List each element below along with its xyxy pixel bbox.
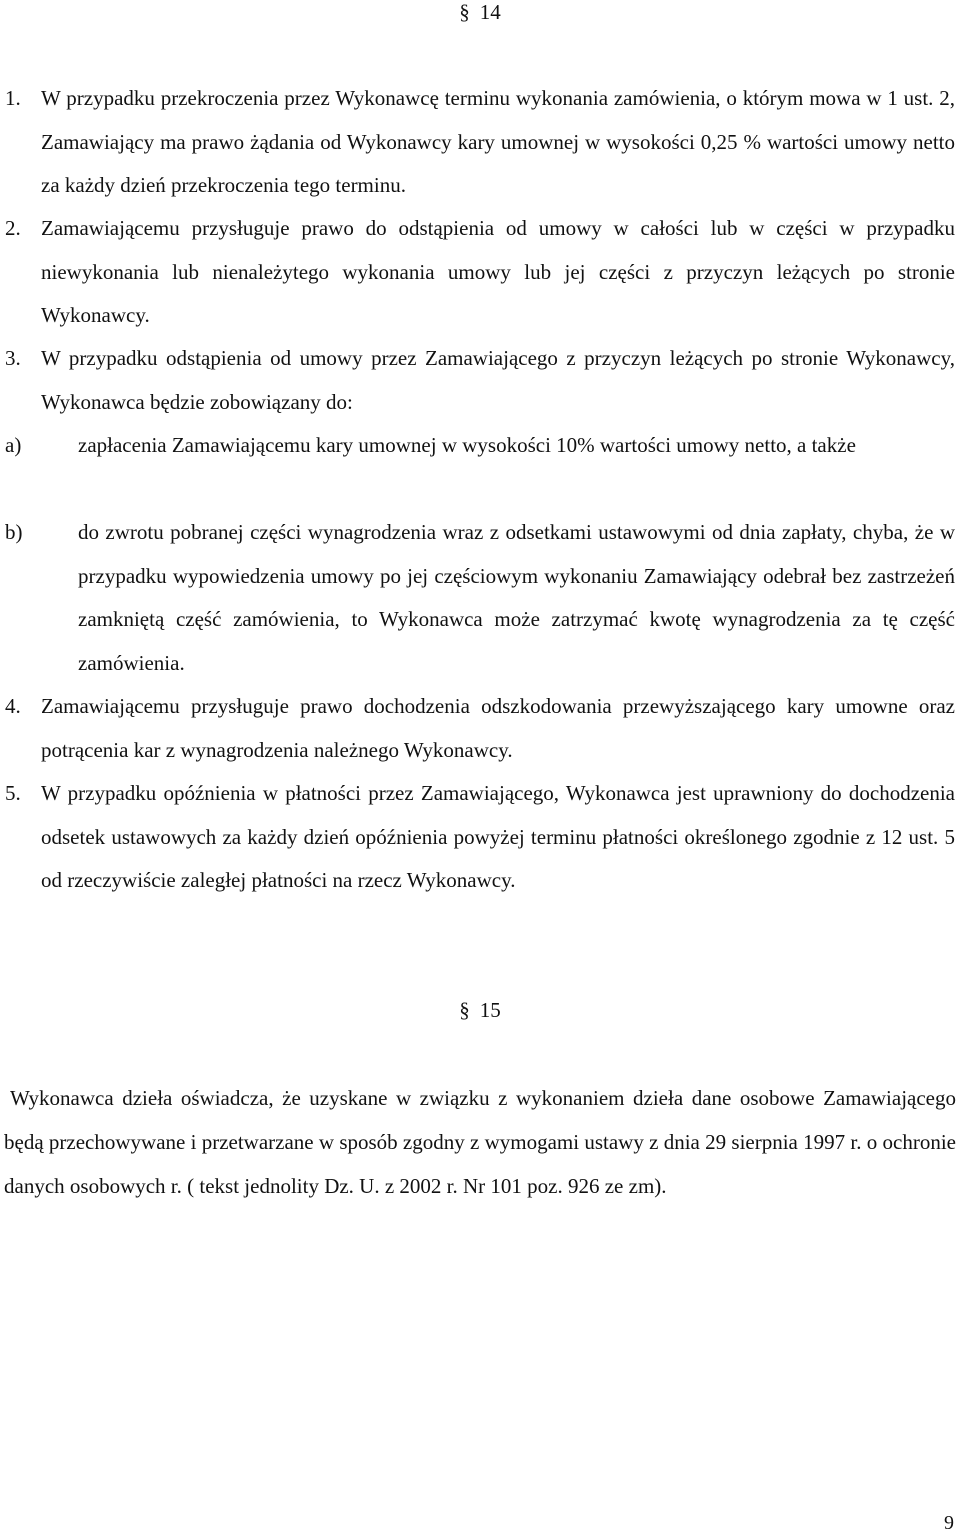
- section-15-paragraph: Wykonawca dzieła oświadcza, że uzyskane w związku z wykonaniem dzieła dane osobowe Zamawiającego będą przechowywane i przetwarzane w sposób zgodny z wymogami ustawy z dnia 29 sierpnia 1997 r. o ochronie danych osobowych r. ( tekst jednolity Dz. U. z 2002 r. Nr 101 poz. 926 ze zm).: [4, 1086, 956, 1198]
- section-number: 15: [479, 998, 501, 1022]
- list-item-number: 5.: [5, 781, 21, 805]
- sub-item-text: do zwrotu pobranej części wynagrodzenia wraz z odsetkami ustawowymi od dnia zapłaty, chyba, że w przypadku wypowiedzenia umowy po jej częściowym wykonaniu Zamawiający odebrał bez zastrzeżeń zamkniętą część zamówienia, to Wykonawca może zatrzymać kwotę wynagrodzenia za tę część zamówienia.: [78, 520, 955, 675]
- sub-item-text: zapłacenia Zamawiającemu kary umownej w wysokości 10% wartości umowy netto, a także: [78, 433, 856, 457]
- list-item-number: 2.: [5, 216, 21, 240]
- sub-item-letter: a): [5, 433, 22, 457]
- list-item-text: W przypadku przekroczenia przez Wykonawcę terminu wykonania zamówienia, o którym mowa w 1 ust. 2, Zamawiający ma prawo żądania od Wykonawcy kary umownej w wysokości 0,25 % wartości umowy netto za każdy dzień przekroczenia tego terminu.: [41, 86, 955, 197]
- list-item-number: 4.: [5, 694, 21, 718]
- list-item-text: W przypadku opóźnienia w płatności przez Zamawiającego, Wykonawca jest uprawniony do dochodzenia odsetek ustawowych za każdy dzień opóźnienia powyżej terminu płatności określonego zgodnie z 12 ust. 5 od rzeczywiście zaległej płatności na rzecz Wykonawcy.: [41, 781, 955, 892]
- list-item-number: 1.: [5, 86, 21, 110]
- section-14-heading: [0, 0, 960, 24]
- list-item-text: Zamawiającemu przysługuje prawo dochodzenia odszkodowania przewyższającego kary umowne oraz potrącenia kar z wynagrodzenia należnego Wykonawcy.: [41, 694, 955, 762]
- list-item-text: Zamawiającemu przysługuje prawo do odstąpienia od umowy w całości lub w części w przypadku niewykonania lub nienależytego wykonania umowy lub jej części z przyczyn leżących po stronie Wykonawcy.: [41, 216, 955, 327]
- section-number: 14: [479, 0, 501, 24]
- section-symbol: §: [459, 0, 470, 24]
- page-number: 9: [944, 1512, 954, 1534]
- list-item-text: W przypadku odstąpienia od umowy przez Zamawiającego z przyczyn leżących po stronie Wykonawcy, Wykonawca będzie zobowiązany do:: [41, 346, 955, 414]
- section-symbol: §: [459, 998, 470, 1022]
- section-15-heading: [0, 998, 960, 1022]
- list-item-number: 3.: [5, 346, 21, 370]
- sub-item-letter: b): [5, 520, 23, 544]
